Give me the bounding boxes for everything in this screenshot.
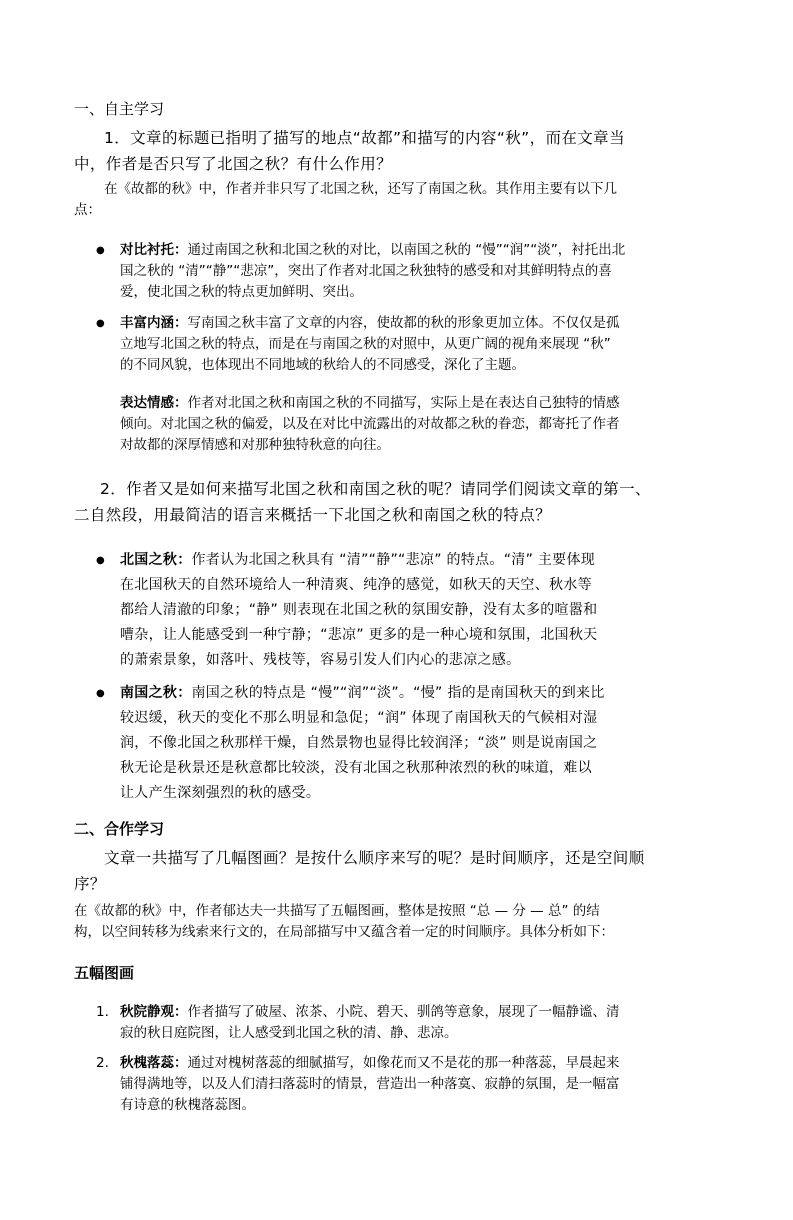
- bullet-rich-line-1: 丰富内涵：写南国之秋丰富了文章的内容，使故都的秋的形象更加立体。不仅仅是孤: [120, 315, 620, 331]
- north-autumn-line-2: 在北国秋天的自然环境给人一种清爽、纯净的感觉，如秋天的天空、秋水等: [120, 577, 592, 593]
- item-courtyard-title: 秋院静观：: [120, 1004, 188, 1020]
- section-heading-self-study: 一、自主学习: [74, 100, 165, 118]
- bullet-contrast-line-2: 国之秋的 “清”“静”“悲凉”，突出了作者对北国之秋独特的感受和对其鲜明特点的喜: [120, 263, 612, 279]
- bullet-contrast-line-3: 爱，使北国之秋的特点更加鲜明、突出。: [120, 284, 363, 300]
- south-autumn-line-5: 让人产生深刻强烈的秋的感受。: [120, 785, 321, 801]
- south-autumn-line-1: 南国之秋：南国之秋的特点是 “慢”“润”“淡”。“慢” 指的是南国秋天的到来比: [120, 685, 605, 701]
- north-autumn-line-4: 嘈杂，让人能感受到一种宁静；“悲凉” 更多的是一种心境和氛围，北国秋天: [120, 627, 598, 643]
- bullet-icon: ●: [96, 318, 105, 329]
- question-2-line-1: 2．作者又是如何来描写北国之秋和南国之秋的呢？请同学们阅读文章的第一、: [100, 480, 651, 498]
- bullet-rich-line-2: 立地写北国之秋的特点，而是在与南国之秋的对照中，从更广阔的视角来展现 “秋”: [120, 336, 611, 352]
- bullet-icon: ●: [96, 555, 105, 566]
- section-heading-cooperative-study: 二、合作学习: [74, 820, 165, 838]
- expression-title: 表达情感：: [120, 395, 188, 411]
- bullet-rich-line-3: 的不同风貌，也体现出不同地域的秋给人的不同感受，深化了主题。: [120, 357, 525, 373]
- answer-1-intro-line-1: 在《故都的秋》中，作者并非只写了北国之秋，还写了南国之秋。其作用主要有以下几: [104, 181, 617, 197]
- question-1-line-2: 中，作者是否只写了北国之秋？有什么作用？: [74, 155, 393, 173]
- item-courtyard-line-1: 秋院静观：作者描写了破屋、浓茶、小院、碧天、驯鸽等意象，展现了一幅静谧、清: [120, 1004, 620, 1020]
- five-pictures-heading: 五幅图画: [74, 964, 135, 982]
- list-number: 1.: [96, 1004, 109, 1020]
- question-2-line-2: 二自然段，用最简洁的语言来概括一下北国之秋和南国之秋的特点？: [74, 506, 552, 524]
- north-autumn-line-5: 的萧索景象，如落叶、残枝等，容易引发人们内心的悲凉之感。: [120, 652, 521, 668]
- bullet-icon: ●: [96, 245, 105, 256]
- section2-answer-line-2: 构，以空间转移为线索来行文的，在局部描写中又蕴含着一定的时间顺序。具体分析如下：: [74, 924, 614, 940]
- bullet-rich-title: 丰富内涵：: [120, 315, 188, 331]
- section2-answer-line-1: 在《故都的秋》中，作者郁达夫一共描写了五幅图画，整体是按照 “总 — 分 — 总” 的结: [74, 903, 600, 919]
- south-autumn-title: 南国之秋：: [120, 685, 192, 701]
- bullet-icon: ●: [96, 688, 105, 699]
- bullet-contrast-line-1: 对比衬托：通过南国之秋和北国之秋的对比，以南国之秋的 “慢”“润”“淡”，衬托出北: [120, 242, 626, 258]
- item-locust-line-3: 有诗意的秋槐落蕊图。: [120, 1097, 255, 1113]
- section2-question-line-1: 文章一共描写了几幅图画？是按什么顺序来写的呢？是时间顺序，还是空间顺: [104, 849, 645, 867]
- south-autumn-line-2: 较迟缓，秋天的变化不那么明显和急促；“润” 体现了南国秋天的气候相对湿: [120, 710, 598, 726]
- north-autumn-title: 北国之秋：: [120, 552, 192, 568]
- item-locust-line-2: 铺得满地等，以及人们清扫落蕊时的情景，营造出一种落寞、寂静的氛围，是一幅富: [120, 1076, 620, 1092]
- question-1-line-1: 1．文章的标题已指明了描写的地点“故都”和描写的内容“秋”，而在文章当: [104, 129, 625, 147]
- answer-1-intro-line-2: 点：: [74, 202, 101, 218]
- north-autumn-line-3: 都给人清澈的印象；“静” 则表现在北国之秋的氛围安静，没有太多的喧嚣和: [120, 602, 598, 618]
- bullet-contrast-title: 对比衬托：: [120, 242, 188, 258]
- expression-line-2: 倾向。对北国之秋的偏爱，以及在对比中流露出的对故都之秋的眷恋，都寄托了作者: [120, 416, 620, 432]
- north-autumn-line-1: 北国之秋：作者认为北国之秋具有 “清”“静”“悲凉” 的特点。“清” 主要体现: [120, 552, 596, 568]
- item-courtyard-line-2: 寂的秋日庭院图，让人感受到北国之秋的清、静、悲凉。: [120, 1025, 458, 1041]
- section2-question-line-2: 序？: [74, 875, 106, 893]
- expression-line-3: 对故都的深厚情感和对那种独特秋意的向往。: [120, 437, 390, 453]
- south-autumn-line-4: 秋无论是秋景还是秋意都比较淡，没有北国之秋那种浓烈的秋的味道，难以: [120, 760, 592, 776]
- expression-line-1: 表达情感：作者对北国之秋和南国之秋的不同描写，实际上是在表达自己独特的情感: [120, 395, 620, 411]
- item-locust-line-1: 秋槐落蕊：通过对槐树落蕊的细腻描写，如像花而又不是花的那一种落蕊，早晨起来: [120, 1055, 620, 1071]
- south-autumn-line-3: 润，不像北国之秋那样干燥，自然景物也显得比较润泽；“淡” 则是说南国之: [120, 735, 598, 751]
- item-locust-title: 秋槐落蕊：: [120, 1055, 188, 1071]
- list-number: 2.: [96, 1055, 109, 1071]
